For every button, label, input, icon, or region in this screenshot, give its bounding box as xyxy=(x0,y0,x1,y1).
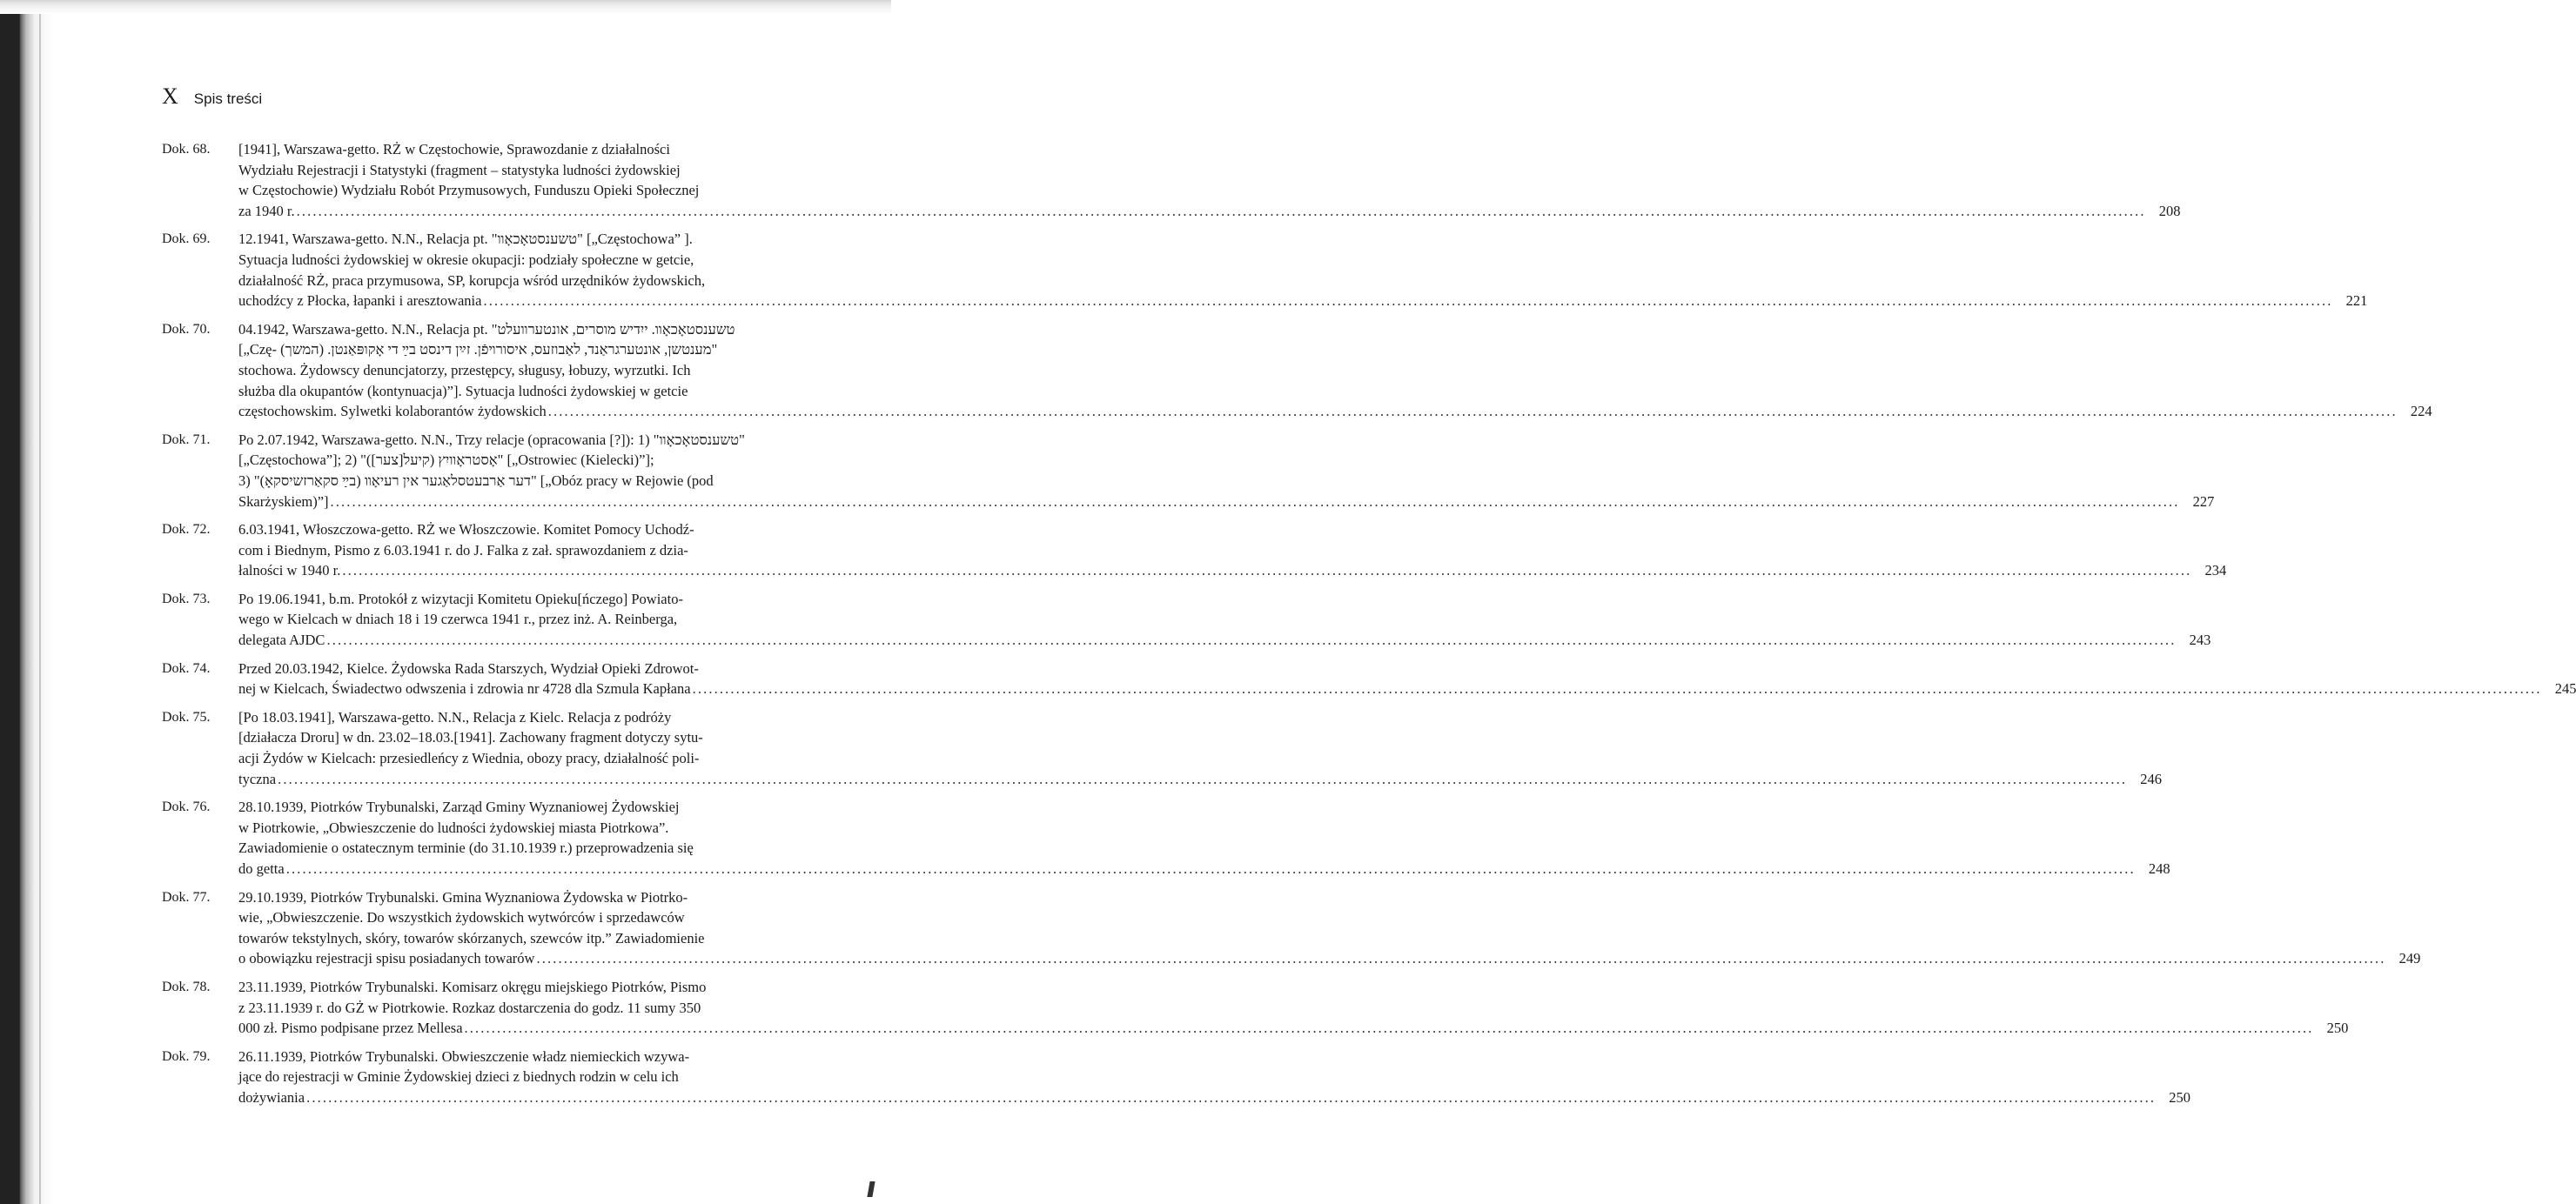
toc-entry xyxy=(162,430,2215,512)
dot-leader xyxy=(306,1087,2153,1108)
page-number: 248 xyxy=(2148,860,2170,877)
entry-text-line: 12.1941, Warszawa-getto. N.N., Relacja pt. "טשענסטאָכאָװ" [„Częstochowa” ]. xyxy=(238,231,693,248)
entry-text-line: łalności w 1940 r. xyxy=(238,562,341,579)
page-number: 246 xyxy=(2140,770,2162,787)
entry-text-line: Po 19.06.1941, b.m. Protokół z wizytacji Komitetu Opieku[ńczego] Powiato- xyxy=(238,590,683,607)
table-of-contents xyxy=(162,139,2576,1116)
running-head-title: Spis treści xyxy=(193,90,263,107)
dot-leader xyxy=(326,630,2173,651)
entry-text-line: acji Żydów w Kielcach: przesiedleńcy z Wiednia, obozy pracy, działalność poli- xyxy=(238,750,700,767)
page-number: 250 xyxy=(2326,1020,2349,1037)
dot-leader xyxy=(536,948,2383,969)
entry-text-line: Zawiadomienie o ostatecznym terminie (do 31.10.1939 r.) przeprowadzenia się xyxy=(238,839,694,857)
entry-text-line: Po 2.07.1942, Warszawa-getto. N.N., Trzy relacje (opracowania [?]): 1) "טשענסטאָכאָװ" xyxy=(238,431,745,448)
entry-text-line: za 1940 r. xyxy=(238,202,295,219)
entry-text-line: częstochowskim. Sylwetki kolaborantów żydowskich xyxy=(238,403,547,420)
dot-leader xyxy=(483,291,2330,311)
entry-description xyxy=(238,977,2348,1039)
entry-description xyxy=(238,707,2162,789)
toc-entry xyxy=(162,659,2576,699)
entry-text-line: w Piotrkowie, „Obwieszczenie do ludności żydowskiej miasta Piotrkowa”. xyxy=(238,819,669,836)
entry-text-line: [działacza Droru] w dn. 23.02–18.03.[1941]. Zachowany fragment dotyczy sytu- xyxy=(238,729,703,746)
entry-text-line: Sytuacja ludności żydowskiej w okresie okupacji: podziały społeczne w getcie, xyxy=(238,251,694,268)
entry-text-line: 26.11.1939, Piotrków Trybunalski. Obwieszczenie władz niemieckich wzywa- xyxy=(238,1047,690,1065)
entry-last-line xyxy=(238,1087,2190,1108)
dot-leader xyxy=(693,679,2539,699)
entry-description xyxy=(238,1047,2190,1108)
entry-text-line: wie, „Obwieszczenie. Do wszystkich żydowskich wytwórców i sprzedawców xyxy=(238,909,685,926)
entry-description xyxy=(238,139,2180,221)
page-roman-numeral: X xyxy=(162,84,178,109)
entry-text-line: com i Biednym, Pismo z 6.03.1941 r. do J. Falka z zał. sprawozdaniem z dzia- xyxy=(238,541,688,559)
entry-text-line: działalność RŻ, praca przymusowa, SP, korupcja wśród urzędników żydowskich, xyxy=(238,271,706,289)
entry-text-line: w Częstochowie) Wydziału Robót Przymusowych, Funduszu Opieki Społecznej xyxy=(238,182,700,199)
dot-leader xyxy=(342,560,2189,581)
entry-description xyxy=(238,519,2226,581)
toc-entry xyxy=(162,1047,2190,1108)
entry-text-line: wego w Kielcach w dniach 18 i 19 czerwca 1941 r., przez inż. A. Reinberga, xyxy=(238,611,678,628)
toc-entry xyxy=(162,707,2162,789)
entry-last-line xyxy=(238,401,2432,422)
entry-text-line: [1941], Warszawa-getto. RŻ w Częstochowie, Sprawozdanie z działalności xyxy=(238,141,670,157)
dot-leader xyxy=(286,859,2133,880)
document-number: Dok. 74. xyxy=(162,660,211,676)
entry-last-line xyxy=(238,291,2367,311)
document-number: Dok. 79. xyxy=(162,1048,211,1064)
page-number: 249 xyxy=(2398,950,2421,967)
dot-leader xyxy=(548,401,2395,422)
entry-text-line: dożywiania xyxy=(238,1088,305,1106)
entry-last-line xyxy=(238,859,2170,880)
toc-entry xyxy=(162,519,2227,581)
running-head xyxy=(162,80,262,108)
document-number: Dok. 71. xyxy=(162,431,211,447)
entry-last-line xyxy=(238,948,2420,969)
scan-top-edge xyxy=(0,0,891,14)
entry-text-line: służba dla okupantów (kontynuacja)”]. Sytuacja ludności żydowskiej w getcie xyxy=(238,382,688,399)
document-number: Dok. 70. xyxy=(162,321,211,337)
entry-last-line xyxy=(238,492,2214,512)
dot-leader xyxy=(331,492,2177,512)
dot-leader xyxy=(297,201,2143,222)
page-number: 221 xyxy=(2345,292,2368,310)
entry-text-line: 3) "דער אַרבעטסלאַגער אין רעיאָװ (בײַ סקאַרזשיסקאָ)" [„Obóz pracy w Rejowie (pod xyxy=(238,472,714,489)
entry-description xyxy=(238,430,2214,512)
page-number: 245 xyxy=(2554,680,2576,698)
entry-text-line: [„Czę- מענטשן, אונטערגראַנד, לאַבוזעס, איסורױפֿן. זײַן דינסט בײַ די אָקופּאַנטן. (המשך)" xyxy=(238,341,718,358)
entry-description xyxy=(238,797,2170,879)
entry-description xyxy=(238,589,2210,651)
entry-text-line: 29.10.1939, Piotrków Trybunalski. Gmina Wyznaniowa Żydowska w Piotrko- xyxy=(238,888,688,906)
entry-last-line xyxy=(238,201,2180,222)
entry-description xyxy=(238,659,2576,699)
entry-text-line: delegata AJDC xyxy=(238,632,325,649)
document-number: Dok. 78. xyxy=(162,979,211,994)
dot-leader xyxy=(278,769,2124,790)
dot-leader xyxy=(465,1018,2311,1039)
entry-text-line: 6.03.1941, Włoszczowa-getto. RŻ we Włoszczowie. Komitet Pomocy Uchodź- xyxy=(238,521,694,538)
page-number: 227 xyxy=(2192,492,2215,510)
toc-entry xyxy=(162,229,2368,311)
toc-entry xyxy=(162,797,2170,879)
document-number: Dok. 69. xyxy=(162,231,211,247)
toc-entry xyxy=(162,977,2349,1039)
entry-text-line: 28.10.1939, Piotrków Trybunalski, Zarząd Gminy Wyznaniowej Żydowskiej xyxy=(238,799,680,816)
entry-text-line: do getta xyxy=(238,860,285,877)
document-number: Dok. 75. xyxy=(162,709,211,725)
toc-entry xyxy=(162,319,2432,422)
entry-text-line: 23.11.1939, Piotrków Trybunalski. Komisarz okręgu miejskiego Piotrków, Pismo xyxy=(238,978,707,995)
entry-text-line: [Po 18.03.1941], Warszawa-getto. N.N., Relacja z Kielc. Relacja z podróży xyxy=(238,708,672,726)
entry-text-line: tyczna xyxy=(238,770,277,787)
entry-text-line: Przed 20.03.1942, Kielce. Żydowska Rada Starszych, Wydział Opieki Zdrowot- xyxy=(238,659,699,677)
page-number: 234 xyxy=(2204,562,2227,579)
entry-last-line xyxy=(238,679,2576,699)
document-number: Dok. 76. xyxy=(162,799,211,815)
entry-text-line: stochowa. Żydowscy denuncjatorzy, przestępcy, sługusy, łobuzy, wyrzutki. Ich xyxy=(238,361,691,378)
page-number: 243 xyxy=(2189,632,2211,649)
entry-text-line: Wydziału Rejestracji i Statystyki (fragment – statystyka ludności żydowskiej xyxy=(238,161,681,178)
entry-text-line: nej w Kielcach, Świadectwo odwszenia i zdrowia nr 4728 dla Szmula Kapłana xyxy=(238,680,691,698)
page-number: 250 xyxy=(2169,1088,2190,1106)
scan-edge xyxy=(0,0,54,1204)
entry-description xyxy=(238,887,2420,969)
entry-last-line xyxy=(238,769,2162,790)
toc-entry xyxy=(162,589,2211,651)
entry-last-line xyxy=(238,1018,2348,1039)
scan-edge-line xyxy=(39,0,41,1204)
document-number: Dok. 72. xyxy=(162,522,211,538)
toc-entry xyxy=(162,139,2181,221)
scan-mark xyxy=(867,1181,875,1197)
entry-text-line: 000 zł. Pismo podpisane przez Mellesa xyxy=(238,1020,463,1037)
entry-text-line: uchodźcy z Płocka, łapanki i aresztowania xyxy=(238,292,482,310)
page-number: 224 xyxy=(2410,403,2432,420)
entry-text-line: Skarżyskiem)”] xyxy=(238,492,329,510)
entry-text-line: towarów tekstylnych, skóry, towarów skórzanych, szewców itp.” Zawiadomienie xyxy=(238,929,705,946)
entry-last-line xyxy=(238,630,2210,651)
entry-text-line: jące do rejestracji w Gminie Żydowskiej dzieci z biednych rodzin w celu ich xyxy=(238,1068,679,1086)
toc-entry xyxy=(162,887,2421,969)
entry-description xyxy=(238,229,2367,311)
entry-last-line xyxy=(238,560,2226,581)
page-number: 208 xyxy=(2158,202,2181,219)
entry-text-line: 04.1942, Warszawa-getto. N.N., Relacja pt. "טשענסטאָכאָװ. ייִדיש מוסרים, אונטערװעלט xyxy=(238,320,735,338)
entry-text-line: o obowiązku rejestracji spisu posiadanych towarów xyxy=(238,950,535,967)
entry-description xyxy=(238,319,2432,422)
entry-text-line: z 23.11.1939 r. do GŻ w Piotrkowie. Rozkaz dostarczenia do godz. 11 sumy 350 xyxy=(238,999,701,1016)
entry-text-line: [„Częstochowa”]; 2) "אָסטראָװיִץ (קיעל[צער])" [„Ostrowiec (Kielecki)”]; xyxy=(238,452,654,469)
document-number: Dok. 68. xyxy=(162,142,211,157)
document-number: Dok. 77. xyxy=(162,889,211,905)
document-number: Dok. 73. xyxy=(162,591,211,606)
